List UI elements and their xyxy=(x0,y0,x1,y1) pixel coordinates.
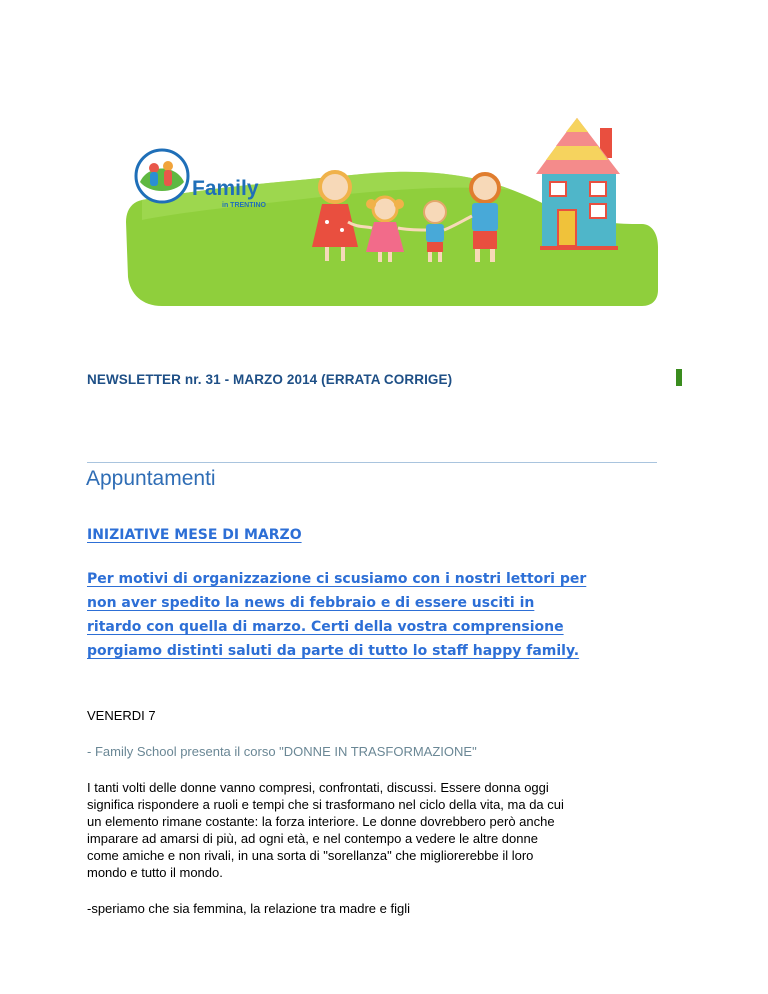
notice-line: porgiamo distinti saluti da parte di tutto lo staff happy family. xyxy=(87,643,580,659)
notice-line: non aver spedito la news di febbraio e di essere usciti in xyxy=(87,595,535,611)
paragraph-line: mondo e tutto il mondo. xyxy=(87,865,223,880)
edge-mark xyxy=(676,369,682,386)
header-banner xyxy=(122,112,658,307)
paragraph-line: significa rispondere a ruoli e tempi che si trasformano nel ciclo della vita, ma da cui xyxy=(87,797,564,812)
banner-illustration xyxy=(122,112,658,307)
newsletter-title: NEWSLETTER nr. 31 - MARZO 2014 (ERRATA CORRIGE) xyxy=(87,372,453,387)
section-heading: Appuntamenti xyxy=(86,467,216,490)
event-day: VENERDI 7 xyxy=(87,708,156,723)
event-next-line: -speriamo che sia femmina, la relazione tra madre e figli xyxy=(87,901,410,916)
logo-subtext: in TRENTINO xyxy=(222,202,266,209)
paragraph-line: un elemento rimane costante: la forza interiore. Le donne dovrebbero però anche xyxy=(87,814,555,829)
logo-text: Family xyxy=(192,177,259,200)
paragraph-line: I tanti volti delle donne vanno compresi, confrontati, discussi. Essere donna oggi xyxy=(87,780,549,795)
event-course: - Family School presenta il corso "DONNE IN TRASFORMAZIONE" xyxy=(87,744,477,759)
paragraph-line: come amiche e non rivali, in una sorta di "sorellanza" che migliorerebbe il loro xyxy=(87,848,534,863)
notice-line: Per motivi di organizzazione ci scusiamo con i nostri lettori per xyxy=(87,571,587,587)
section-divider xyxy=(87,462,657,463)
house-illustration xyxy=(536,118,620,250)
notice-link[interactable] xyxy=(87,567,667,663)
paragraph-line: imparare ad amarsi di più, ad ogni età, e nel contempo a vedere le altre donne xyxy=(87,831,538,846)
event-description xyxy=(87,779,667,881)
notice-line: ritardo con quella di marzo. Certi della vostra comprensione xyxy=(87,619,564,635)
subheading-link[interactable]: INIZIATIVE MESE DI MARZO xyxy=(87,527,302,543)
